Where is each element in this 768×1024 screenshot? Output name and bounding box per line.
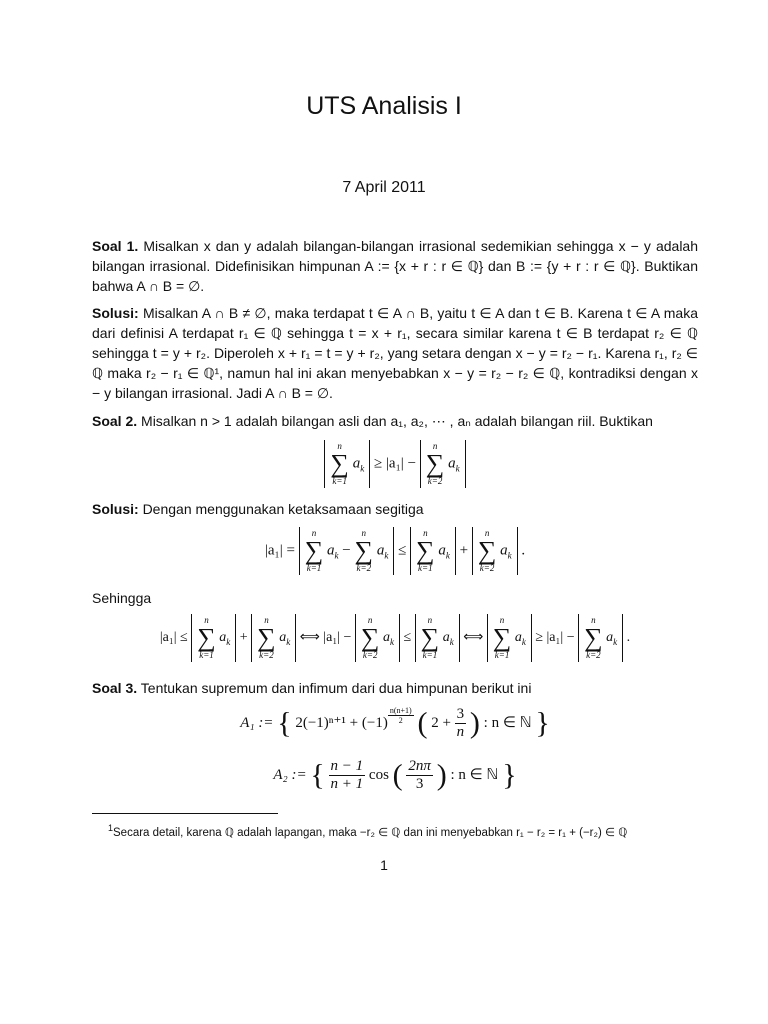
solusi-1-text: Misalkan A ∩ B ≠ ∅, maka terdapat t ∈ A ∩ B, yaitu t ∈ A dan t ∈ B. Karena t ∈ A maka dari definisi A terdapat r₁ ∈ ℚ sehingga t = x + r₁, secara similar karena t ∈ B terdapat r₂ ∈ ℚ sehingga t = y + r₂. Diperoleh x + r₁ = t = y + r₂, yang setara dengan x − y = r₂ − r₁. Karena r₁, r₂ ∈ ℚ maka r₂ − r₁ ∈ ℚ¹, namun hal ini akan menyebabkan x − y = r₂ − r₂ ∈ ℚ, kontradiksi dengan x − y bilangan irrasional. Jadi A ∩ B = ∅. — [92, 305, 698, 401]
soal-2-text: Misalkan n > 1 adalah bilangan asli dan a₁, a₂, ⋯ , aₙ adalah bilangan riil. Buktikan — [141, 413, 653, 429]
solusi-1-label: Solusi: — [92, 305, 139, 321]
soal-2 — [92, 411, 698, 431]
soal-2-inequality: n ∑ k=1 $a_k \ge |a_1|$ − n ∑ k=2 $a_k$ — [92, 440, 698, 488]
conclusion-eq: |a₁| ≤ n ∑ k=1 $a_k$ + n ∑ k=2 $a_k$ ⟺ |a₁| − n ∑ k=2 $a_k$ ≤ n ∑ k=1 $a_k$ ⟺ n ∑ k=1 $a_k \ge |a_1|$ − n ∑ k=2 $a_k$ . — [159, 615, 631, 660]
solusi-1 — [92, 303, 698, 403]
soal-2-label: Soal 2. — [92, 413, 138, 429]
set-A2-definition: A₂ := { $\frac{n - 1}{n + 1}$ cos ( $\frac{2n\pi}{3}$ ) : n ∈ ℕ } — [273, 758, 517, 792]
set-A1-definition: A₁ := { 2(−1)ⁿ⁺¹ + (−1) $^{\frac{n(n+1)}{2}}$ ( 2 + $\frac{3}{n}$ ) : n ∈ ℕ } — [240, 706, 550, 740]
soal-1-label: Soal 1. — [92, 238, 139, 254]
sehingga-text: Sehingga — [92, 590, 152, 606]
solusi-2 — [92, 499, 698, 519]
solusi-2-text: Dengan menggunakan ketaksamaan segitiga — [142, 501, 424, 517]
abs-sum-k1: n ∑ k=1 $a_k$ — [324, 440, 370, 488]
soal-3 — [92, 678, 698, 698]
abs-sum-k2: n ∑ k=2 $a_k$ — [420, 440, 466, 488]
footnote — [108, 820, 708, 841]
footnote-mark: 1 — [108, 823, 114, 833]
solusi-2-label: Solusi: — [92, 501, 139, 517]
document-title: UTS Analisis I — [306, 92, 462, 120]
soal-1-text: Misalkan x dan y adalah bilangan-bilangan irrasional sedemikian sehingga x − y adalah bilangan irrasional. Didefinisikan himpunan A := {x + r : r ∈ ℚ} dan B := {y + r : r ∈ ℚ}. Buktikan bahwa A ∩ B = ∅. — [92, 238, 699, 294]
document-date: 7 April 2011 — [342, 179, 426, 196]
soal-3-label: Soal 3. — [92, 680, 138, 696]
footnote-text: Secara detail, karena ℚ adalah lapangan, maka −r₂ ∈ ℚ dan ini menyebabkan r₁ − r₂ = r₁ + (−r₂) ∈ ℚ — [113, 826, 628, 839]
triangle-inequality-eq: |a₁| = n ∑ k=1 $a_k$ − n ∑ k=2 $a_k$ ≤ n ∑ k=1 $a_k$ + n ∑ k=2 $a_k$ . — [264, 528, 526, 573]
soal-3-text: Tentukan supremum dan infimum dari dua himpunan berikut ini — [140, 680, 532, 696]
soal-1 — [92, 236, 698, 296]
page-number: 1 — [380, 857, 388, 873]
footnote-rule — [92, 813, 278, 814]
